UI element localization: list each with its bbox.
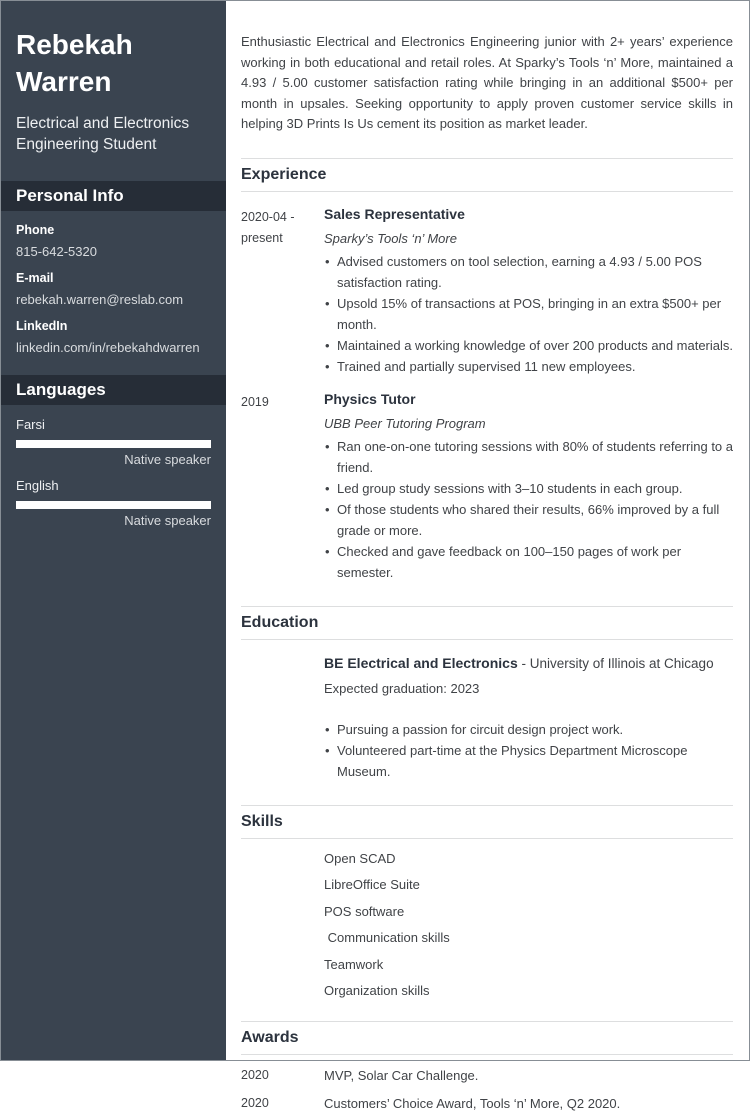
graduation-note: Expected graduation: 2023 [324, 680, 480, 696]
job-title: Sales Representative [324, 205, 465, 222]
bullet-item: • Trained and partially supervised 11 new employees. [324, 356, 733, 377]
phone-value: 815-642-5320 [16, 244, 97, 259]
bullet-item: • Pursuing a passion for circuit design project work. [324, 719, 733, 740]
language-item [16, 418, 211, 466]
degree-line [324, 654, 733, 673]
experience-entry [241, 390, 733, 583]
bullet-item: • Advised customers on tool selection, earning a 4.93 / 5.00 POS satisfaction rating. [324, 251, 733, 293]
linkedin-label: LinkedIn [16, 319, 68, 333]
sidebar [1, 1, 226, 1060]
entry-body [324, 390, 733, 583]
section-rule [241, 158, 733, 159]
experience-section [241, 158, 733, 583]
education-entry [324, 654, 733, 782]
language-level-label: Native speaker [124, 452, 211, 467]
skill-item: Organization skills [324, 983, 430, 998]
job-bullets [324, 436, 733, 583]
section-rule [241, 1054, 733, 1055]
job-title: Physics Tutor [324, 390, 416, 407]
section-rule [241, 805, 733, 806]
language-level-bar-fill [16, 501, 211, 509]
skill-item: Communication skills [324, 930, 450, 945]
personal-info-list [1, 224, 226, 355]
section-rule [241, 191, 733, 192]
language-item [16, 479, 211, 527]
phone-label: Phone [16, 223, 55, 237]
company-name: UBB Peer Tutoring Program [324, 415, 486, 431]
bullet-item: • Volunteered part-time at the Physics Department Microscope Museum. [324, 740, 733, 782]
award-row [241, 1068, 733, 1083]
bullet-item: • Of those students who shared their results, 66% improved by a full grade or more. [324, 499, 733, 541]
bullet-item: • Ran one-on-one tutoring sessions with 80% of students referring to a friend. [324, 436, 733, 478]
skill-item: Teamwork [324, 956, 384, 972]
award-row [241, 1096, 733, 1111]
bullet-item: • Upsold 15% of transactions at POS, bringing in an extra $500+ per month. [324, 293, 733, 335]
section-rule [241, 606, 733, 607]
skill-item: LibreOffice Suite [324, 877, 420, 892]
company-name: Sparky’s Tools ‘n’ More [324, 230, 457, 246]
bullet-item: • Led group study sessions with 3–10 students in each group. [324, 478, 733, 499]
language-level-bar-fill [16, 440, 211, 448]
awards-heading: Awards [241, 1028, 299, 1046]
language-name: Farsi [16, 417, 45, 432]
award-date: 2020 [241, 1067, 269, 1082]
linkedin-value: linkedin.com/in/rebekahdwarren [16, 340, 200, 355]
degree-school: - University of Illinois at Chicago [517, 655, 714, 671]
languages-heading: Languages [1, 375, 226, 405]
education-heading: Education [241, 613, 319, 631]
award-date: 2020 [241, 1095, 269, 1110]
education-section [241, 606, 733, 782]
degree-name: BE Electrical and Electronics [324, 654, 518, 671]
candidate-name: Rebekah Warren [16, 29, 133, 97]
entry-date: 2020-04 - present [241, 209, 295, 245]
experience-heading: Experience [241, 165, 327, 183]
section-rule [241, 838, 733, 839]
candidate-subtitle: Electrical and Electronics Engineering Student [16, 115, 190, 153]
education-bullets [324, 719, 733, 782]
award-text: MVP, Solar Car Challenge. [324, 1067, 479, 1083]
skills-list [324, 852, 733, 998]
skills-heading: Skills [241, 812, 283, 830]
awards-section [241, 1021, 733, 1111]
language-name: English [16, 478, 59, 493]
personal-info-heading: Personal Info [1, 181, 226, 211]
bullet-item: • Maintained a working knowledge of over 200 products and materials. [324, 335, 733, 356]
resume-body [226, 32, 749, 1111]
skill-item: Open SCAD [324, 850, 396, 866]
email-value: rebekah.warren@reslab.com [16, 292, 184, 307]
skill-item: POS software [324, 903, 405, 919]
section-rule [241, 639, 733, 640]
email-label: E-mail [16, 271, 54, 285]
award-text: Customers’ Choice Award, Tools ‘n’ More, Q2 2020. [324, 1095, 621, 1111]
bullet-item: • Checked and gave feedback on 100–150 pages of work per semester. [324, 541, 733, 583]
language-level-bar [16, 440, 211, 448]
summary-paragraph: Enthusiastic Electrical and Electronics Engineering junior with 2+ years’ experience working in both educational and retail roles. At Sparky’s Tools ‘n’ More, maintained a 4.93 / 5.00 customer satisfaction rating while bringing in an additional $500+ per month in upsales. Seeking opportunity to apply proven customer service skills in helping 3D Prints Is Us cement its position as market leader. [241, 34, 733, 131]
job-bullets [324, 251, 733, 377]
experience-entry [241, 205, 733, 377]
section-rule [241, 1021, 733, 1022]
entry-date: 2019 [241, 394, 269, 409]
language-level-bar [16, 501, 211, 509]
skills-section [241, 805, 733, 998]
languages-list [1, 418, 226, 527]
language-level-label: Native speaker [124, 513, 211, 528]
entry-body [324, 205, 733, 377]
